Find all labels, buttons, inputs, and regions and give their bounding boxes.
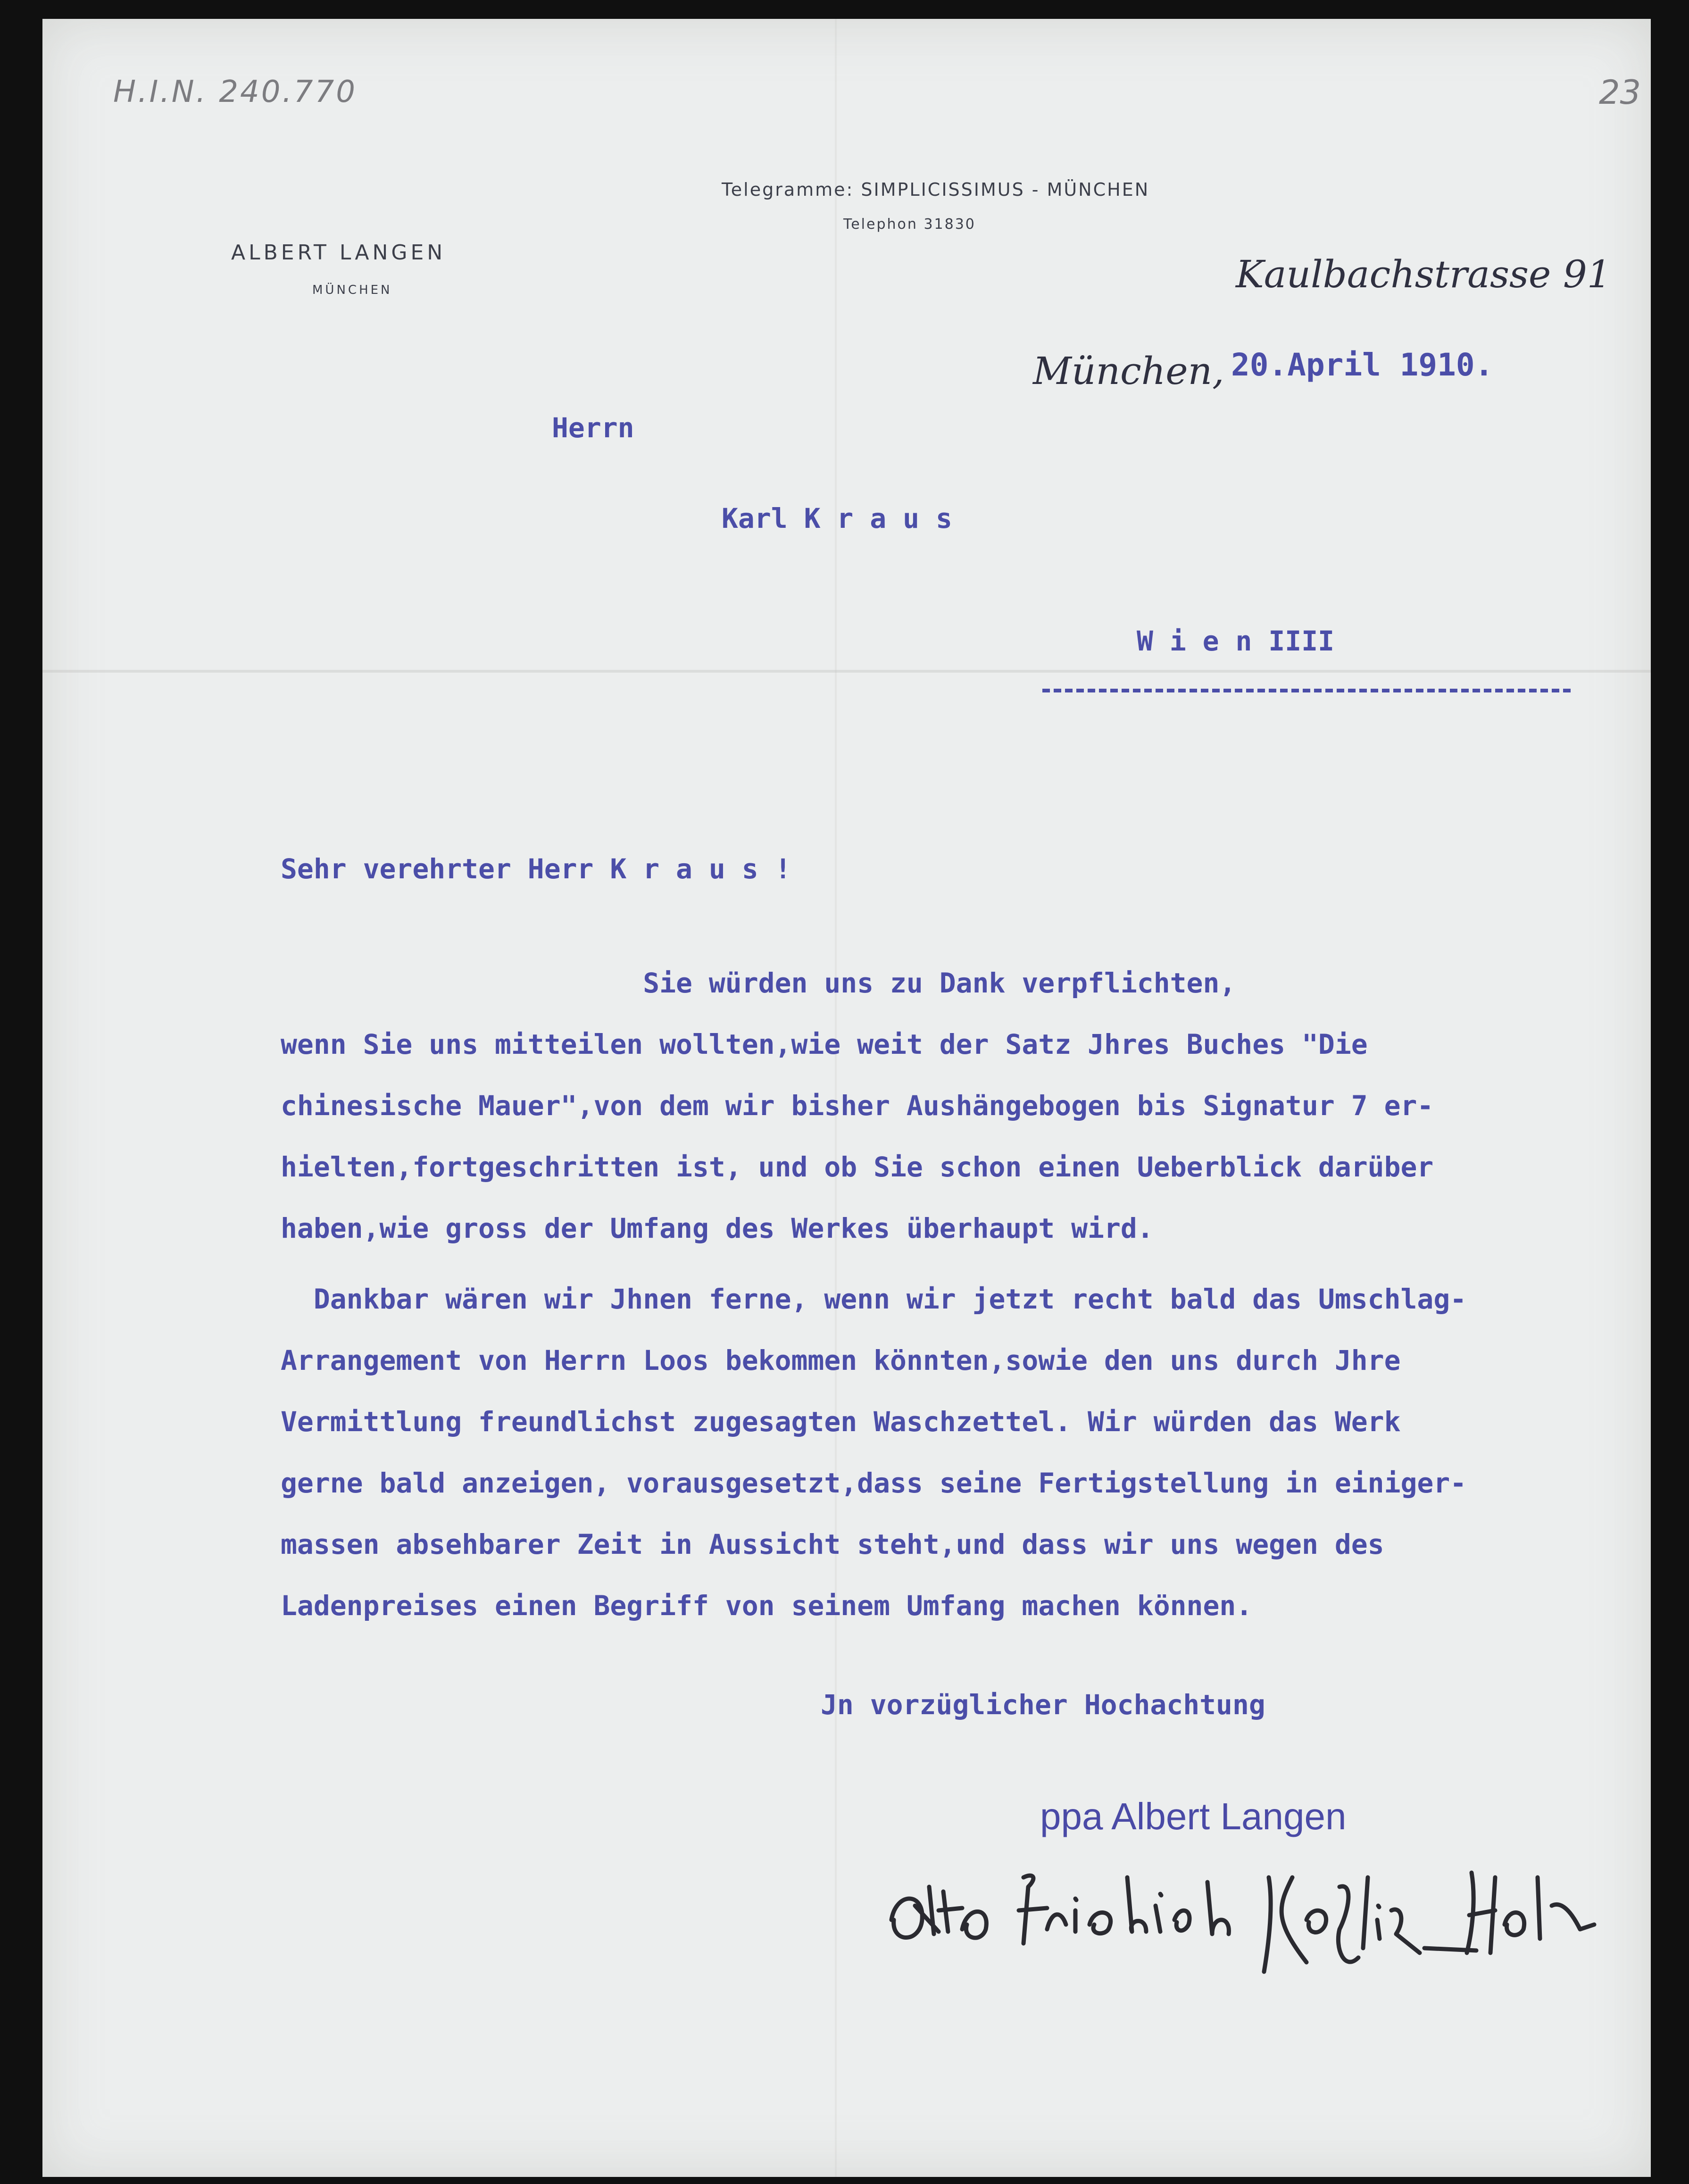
letterhead-address: Kaulbachstrasse 91 — [1236, 252, 1611, 296]
letter-greeting: Sehr verehrter Herr K r a u s ! — [281, 853, 791, 885]
body-line: Arrangement von Herrn Loos bekommen könnten,sowie den uns durch Jhre — [281, 1344, 1401, 1376]
recipient-name: Karl K r a u s — [722, 502, 952, 534]
letterhead-place: München, — [1033, 349, 1224, 393]
body-line: hielten,fortgeschritten ist, und ob Sie schon einen Ueberblick darüber — [281, 1151, 1434, 1183]
address-underline — [1042, 689, 1571, 692]
letterhead-telephon: Telephon 31830 — [843, 216, 976, 233]
body-line: Sie würden uns zu Dank verpflichten, — [281, 967, 1236, 999]
paper-fold — [42, 670, 1651, 673]
body-line: Dankbar wären wir Jhnen ferne, wenn wir jetzt recht bald das Umschlag- — [281, 1283, 1467, 1315]
body-line: wenn Sie uns mitteilen wollten,wie weit der Satz Jhres Buches "Die — [281, 1028, 1368, 1060]
letter-date: 20.April 1910. — [1231, 347, 1494, 383]
letterhead-firm: ALBERT LANGEN — [231, 241, 446, 265]
body-line: haben,wie gross der Umfang des Werkes überhaupt wird. — [281, 1212, 1154, 1244]
letterhead-telegram: Telegramme: SIMPLICISSIMUS - MÜNCHEN — [722, 179, 1150, 200]
handwritten-signature — [882, 1849, 1599, 2000]
body-line: Vermittlung freundlichst zugesagten Waschzettel. Wir würden das Werk — [281, 1406, 1401, 1438]
body-line: Ladenpreises einen Begriff von seinem Umfang machen können. — [281, 1590, 1253, 1622]
archive-id: H.I.N. 240.770 — [113, 75, 357, 109]
signature-firm-stamp: ppa Albert Langen — [1040, 1795, 1347, 1837]
letter-closing: Jn vorzüglicher Hochachtung — [821, 1689, 1265, 1721]
folio-number: 23 — [1599, 73, 1641, 112]
letterhead-city: MÜNCHEN — [312, 283, 392, 297]
letter-sheet — [42, 19, 1651, 2177]
body-line: gerne bald anzeigen, vorausgesetzt,dass seine Fertigstellung in einiger- — [281, 1467, 1467, 1499]
body-line: chinesische Mauer",von dem wir bisher Aushängebogen bis Signatur 7 er- — [281, 1090, 1434, 1122]
recipient-city: W i e n IIII — [1137, 625, 1335, 657]
body-line: massen absehbarer Zeit in Aussicht steht,und dass wir uns wegen des — [281, 1528, 1384, 1560]
recipient-salutation: Herrn — [552, 412, 634, 444]
